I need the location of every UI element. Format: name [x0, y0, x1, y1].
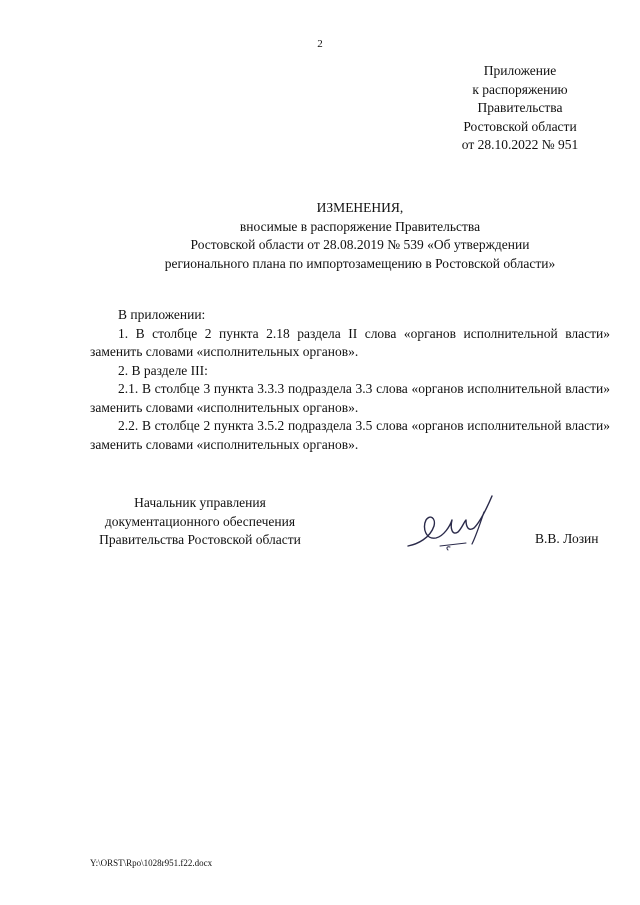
body-paragraph: 1. В столбце 2 пункта 2.18 раздела II слова «органов исполнительной власти» заменить словами «исполнительных органов».: [90, 325, 610, 359]
appendix-line: от 28.10.2022 № 951: [461, 137, 579, 152]
appendix-line: Приложение: [483, 63, 557, 78]
signatory-name: В.В. Лозин: [535, 531, 599, 546]
body-paragraph: В приложении:: [118, 307, 206, 322]
appendix-line: к распоряжению: [472, 81, 568, 97]
appendix-header: [430, 62, 610, 155]
document-body: [90, 306, 610, 454]
title-line: вносимые в распоряжение Правительства: [239, 218, 481, 234]
appendix-line: Ростовской области: [463, 118, 577, 134]
body-paragraph: 2.1. В столбце 3 пункта 3.3.3 подраздела 3.3 слова «органов исполнительной власти» заменить словами «исполнительных органов».: [90, 381, 610, 415]
page-number: 2: [317, 38, 323, 50]
document-title: [80, 199, 640, 273]
title-line: регионального плана по импортозамещению в Ростовской области»: [164, 255, 556, 271]
title-heading: ИЗМЕНЕНИЯ,: [316, 200, 404, 215]
file-path: Y:\ORST\Rpo\1028r951.f22.docx: [90, 858, 213, 868]
body-paragraph: 2.2. В столбце 2 пункта 3.5.2 подраздела 3.5 слова «органов исполнительной власти» заменить словами «исполнительных органов».: [90, 418, 610, 452]
signatory-title-line: Правительства Ростовской области: [99, 532, 301, 547]
title-line: Ростовской области от 28.08.2019 № 539 «Об утверждении: [190, 237, 530, 252]
body-paragraph: 2. В разделе III:: [118, 362, 208, 378]
signatory-title: [80, 494, 320, 550]
signatory-title-line: Начальник управления: [134, 495, 266, 510]
signatory-title-line: документационного обеспечения: [104, 513, 296, 529]
handwritten-signature: [400, 486, 505, 556]
appendix-line: Правительства: [477, 100, 563, 115]
